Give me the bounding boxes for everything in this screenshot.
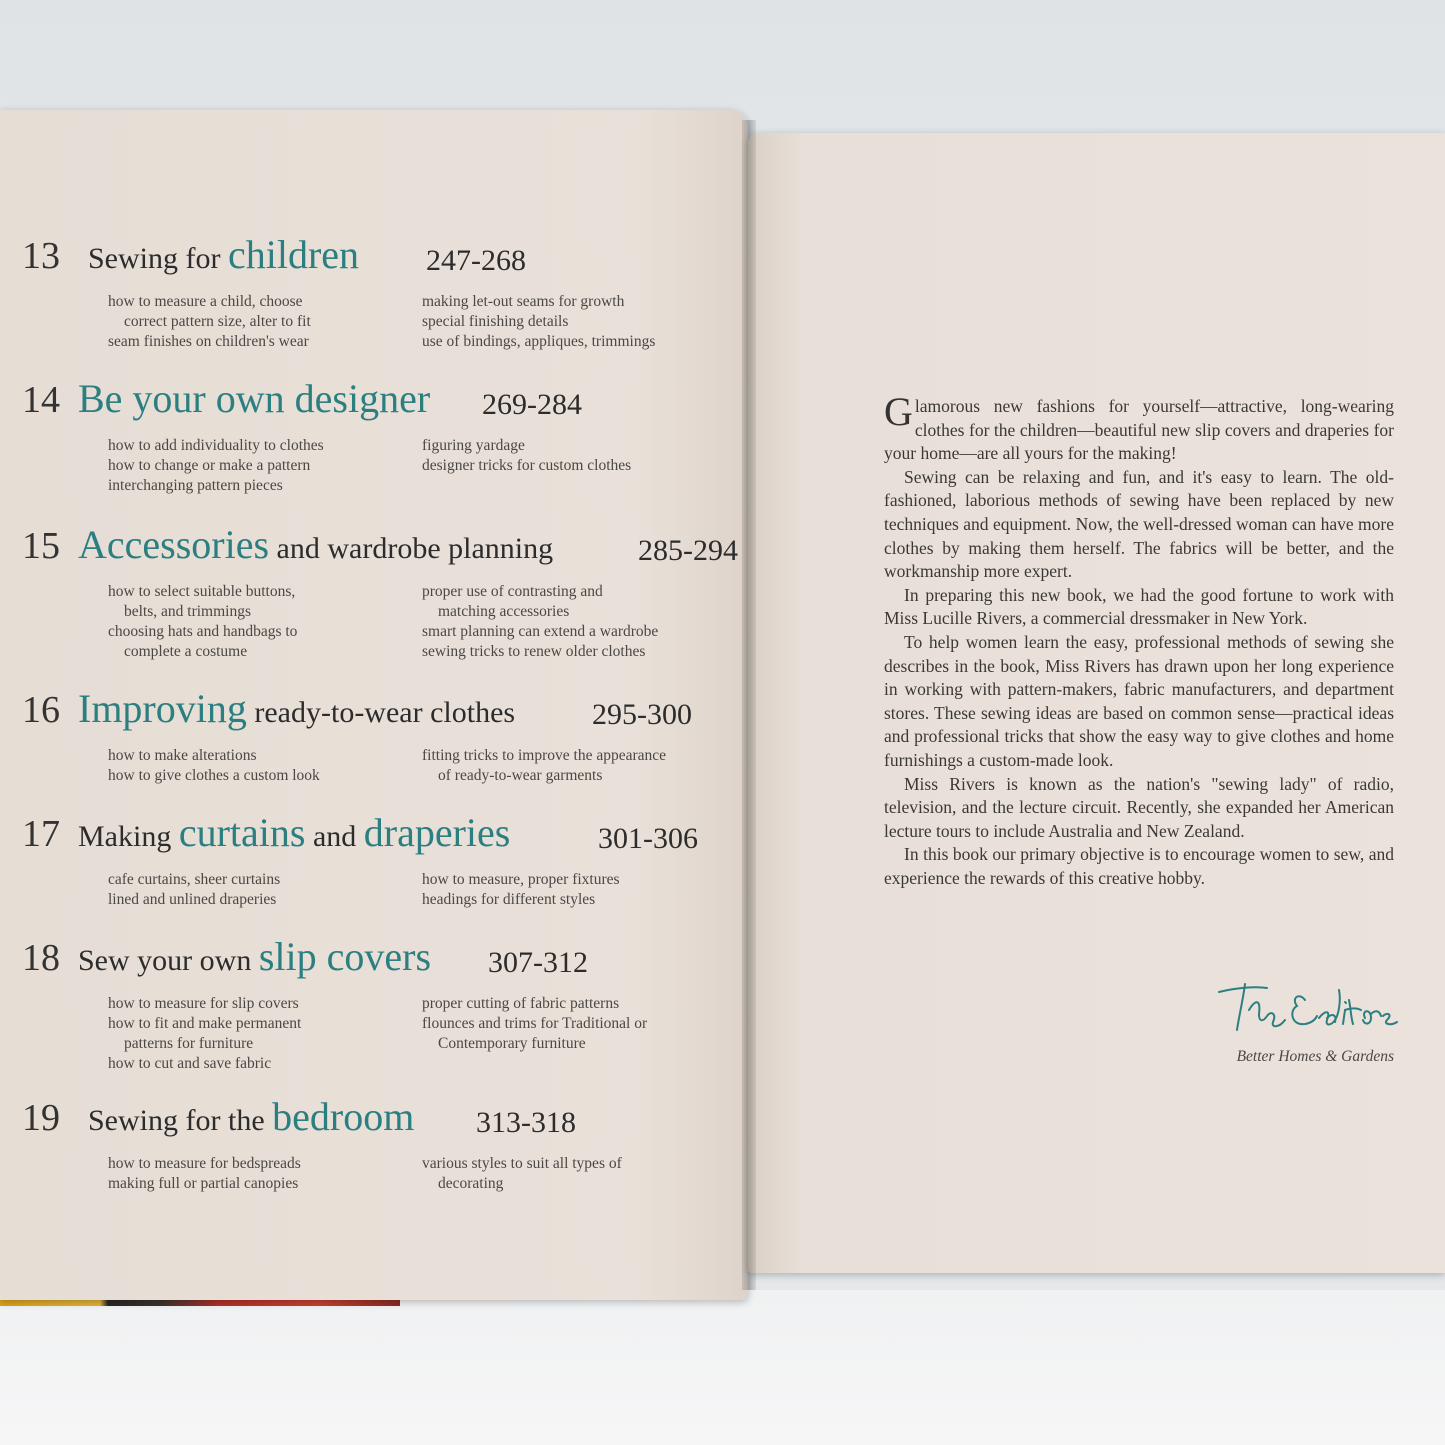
chapter-number: 13 [22,235,60,277]
topic-line: Contemporary furniture [438,1035,586,1052]
intro-paragraph-2: Sewing can be relaxing and fun, and it's easy to learn. The old-fashioned, laborious methods of sewing have been replaced by new techniques and equipment. Now, the well-dressed woman can have more clothes by making them herself. The fabrics will be better, and the workmanship more expert. [884,466,1394,582]
chapter-title [78,521,553,568]
chapter-title-text: Sewing for the [88,1104,273,1137]
topic-line: how to give clothes a custom look [108,767,320,784]
chapter-heading [22,518,742,574]
chapter-title-text: Sewing for [88,242,228,275]
chapter-title [78,685,515,732]
topic-line: headings for different styles [422,891,596,908]
topics-left-column [108,870,408,910]
chapter-page-range: 285-294 [638,534,738,567]
chapter-title-text: ready-to-wear clothes [246,696,516,729]
topic-line: how to measure, proper fixtures [422,871,620,888]
chapter-number: 15 [22,525,60,567]
topics-left-column [108,582,408,662]
chapter-heading [22,1090,742,1146]
topic-line: complete a costume [124,643,248,660]
chapter-title-text: Sew your own [78,944,259,977]
topics-left-column [108,1154,408,1194]
topic-line: how to select suitable buttons, [108,583,296,600]
topic-line: designer tricks for custom clothes [422,457,632,474]
topic-line: proper use of contrasting and [422,583,603,600]
topic-line: smart planning can extend a wardrobe [422,623,659,640]
topic-line: how to measure for bedspreads [108,1155,301,1172]
chapter-number: 18 [22,937,60,979]
chapter-title-accent: Improving [78,686,247,731]
toc-chapter-14 [22,372,742,494]
topics-right-column [422,994,742,1054]
publisher-credit: Better Homes & Gardens [1236,1048,1394,1065]
chapter-title-accent: bedroom [272,1094,415,1139]
chapter-title-text: Making [78,820,179,853]
chapter-title [88,231,359,278]
topic-line: how to make alterations [108,747,257,764]
chapter-title-accent: Be your own designer [78,376,431,421]
topic-line: proper cutting of fabric patterns [422,995,620,1012]
chapter-heading [22,228,742,284]
intro-paragraph-4: To help women learn the easy, professional methods of sewing she describes in the book, Miss Rivers has drawn upon her long experience in working with pattern-makers, fabric manufacturers, and department stores. These sewing ideas are based on common sense—practical ideas and professional tricks that show the easy way to give clothes and home furnishings a custom-made look. [884,631,1394,770]
topic-line: special finishing details [422,313,569,330]
book-gutter [742,120,756,1290]
chapter-title-accent: Accessories [78,522,270,567]
chapter-title [78,375,430,422]
topic-line: how to change or make a pattern [108,457,311,474]
chapter-number: 16 [22,689,60,731]
topic-line: how to cut and save fabric [108,1055,272,1072]
topic-line: of ready-to-wear garments [438,767,603,784]
chapter-title-accent: children [227,232,360,277]
topic-line: how to measure for slip covers [108,995,299,1012]
topics-left-column [108,994,408,1074]
chapter-page-range: 301-306 [598,822,698,855]
chapter-title-accent: curtains [178,810,306,855]
chapter-title-accent: draperies [363,810,511,855]
topic-line: belts, and trimmings [124,603,252,620]
chapter-title [78,809,510,856]
topic-line: figuring yardage [422,437,525,454]
toc-chapter-13 [22,228,742,350]
chapter-title-text: and wardrobe planning [269,532,554,565]
topic-line: choosing hats and handbags to [108,623,298,640]
chapter-title [78,933,431,980]
topics-right-column [422,582,742,662]
topic-line: lined and unlined draperies [108,891,277,908]
chapter-heading [22,372,742,428]
chapter-heading [22,806,742,862]
drop-cap: G [884,389,913,434]
topic-line: how to add individuality to clothes [108,437,324,454]
intro-paragraph-5: Miss Rivers is known as the nation's "sewing lady" of radio, television, and the lecture circuit. Recently, she expanded her American lecture tours to include Australia and New Zealand. [884,773,1394,841]
topics-right-column [422,746,742,786]
chapter-title-text: and [305,820,364,853]
topics-left-column [108,292,408,352]
topics-left-column [108,746,408,786]
editors-signature [1215,970,1400,1040]
topic-line: flounces and trims for Traditional or [422,1015,648,1032]
topic-line: how to fit and make permanent [108,1015,302,1032]
intro-paragraph-1: Glamorous new fashions for yourself—attractive, long-wearing clothes for the children—beautiful new slip covers and draperies for your home—are all yours for the making! [884,389,1394,464]
chapter-title [88,1093,414,1140]
topics-right-column [422,436,742,476]
chapter-heading [22,682,742,738]
topic-line: interchanging pattern pieces [108,477,283,494]
topic-line: various styles to suit all types of [422,1155,622,1172]
topic-line: use of bindings, appliques, trimmings [422,333,656,350]
introduction-text [884,389,1394,890]
topic-line: seam finishes on children's wear [108,333,309,350]
topics-right-column [422,1154,742,1194]
topics-right-column [422,870,742,910]
toc-chapter-15 [22,518,742,660]
intro-paragraph-3: In preparing this new book, we had the good fortune to work with Miss Lucille Rivers, a commercial dressmaker in New York. [884,584,1394,629]
chapter-number: 19 [22,1097,60,1139]
chapter-title-accent: slip covers [258,934,432,979]
chapter-heading [22,930,742,986]
chapter-page-range: 247-268 [426,244,526,277]
toc-chapter-16 [22,682,742,784]
chapter-page-range: 307-312 [488,946,588,979]
topics-left-column [108,436,408,496]
table-surface [0,1290,1445,1445]
toc-chapter-18 [22,930,742,1072]
topic-line: how to measure a child, choose [108,293,303,310]
intro-paragraph-6: In this book our primary objective is to encourage women to sew, and experience the rewards of this creative hobby. [884,844,1394,888]
toc-chapter-19 [22,1090,742,1192]
topics-right-column [422,292,742,352]
topic-line: sewing tricks to renew older clothes [422,643,646,660]
topic-line: making full or partial canopies [108,1175,299,1192]
topic-line: making let-out seams for growth [422,293,625,310]
chapter-number: 17 [22,813,60,855]
topic-line: matching accessories [438,603,570,620]
topic-line: cafe curtains, sheer curtains [108,871,281,888]
topic-line: correct pattern size, alter to fit [124,313,311,330]
chapter-page-range: 269-284 [482,388,582,421]
chapter-page-range: 313-318 [476,1106,576,1139]
topic-line: fitting tricks to improve the appearance [422,747,667,764]
topic-line: decorating [438,1175,504,1192]
chapter-number: 14 [22,379,60,421]
toc-chapter-17 [22,806,742,908]
chapter-page-range: 295-300 [592,698,692,731]
topic-line: patterns for furniture [124,1035,254,1052]
